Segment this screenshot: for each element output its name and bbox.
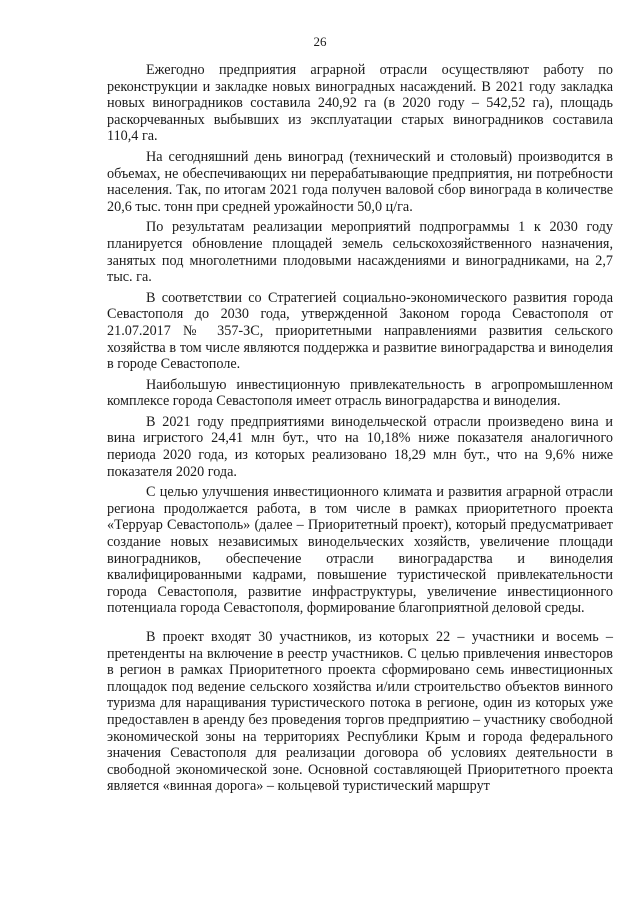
paragraph-wine-production: В 2021 году предприятиями винодельческой отрасли произведено вина и вина игристого 24,41 млн бут., что на 10,18% ниже показателя аналогичного периода 2020 года, из которых реализовано 18,29 млн бут., что на 9,6% ниже показателя 2020 года. [107,413,613,480]
page-number: 26 [313,34,327,49]
paragraph-strategy: В соответствии со Стратегией социально-экономического развития города Севастополя до 2030 года, утвержденной Законом города Севастополя от 21.07.2017 № 357-ЗС, приоритетными направлениями развития сельского хозяйства в том числе являются поддержка и развитие виноградарства и виноделия в городе Севастополе. [107,289,613,373]
paragraph-grape-harvest: На сегодняшний день виноград (технический и столовый) производится в объемах, не обеспечивающих ни перерабатывающие предприятия, ни потребности населения. Так, по итогам 2021 года получен валовой сбор винограда в количестве 20,6 тыс. тонн при средней урожайности 50,0 ц/га. [107,148,613,215]
paragraph-project-participants: В проект входят 30 участников, из которых 22 – участники и восемь – претенденты на включение в реестр участников. С целью привлечения инвесторов в регион в рамках Приоритетного проекта сформировано семь инвестиционных площадок под ведение сельского хозяйства и/или строительство объектов винного туризма для наращивания туристического потока в регионе, один из которых уже предоставлен в аренду без проведения торгов предприятию – участнику свободной экономической зоны на территориях Республики Крым и города федерального значения Севастополя для реализации договора об условиях деятельности в свободной экономической зоне. Основной составляющей Приоритетного проекта является «винная дорога» – кольцевой туристический маршрут [107,629,613,795]
paragraph-investment-attractiveness: Наибольшую инвестиционную привлекательность в агропромышленном комплексе города Севастополя имеет отрасль виноградарства и виноделия. [107,376,613,410]
paragraph-subprogram-results: По результатам реализации мероприятий подпрограммы 1 к 2030 году планируется обновление площадей земель сельскохозяйственного назначения, занятых под многолетними плодовыми насаждениями и виноградниками, на 2,7 тыс. га. [107,219,613,286]
document-body [107,62,613,795]
paragraph-priority-project: С целью улучшения инвестиционного климата и развития аграрной отрасли региона продолжается работа, в том числе в рамках приоритетного проекта «Терруар Севастополь» (далее – Приоритетный проект), который предусматривает создание новых независимых винодельческих хозяйств, увеличение площади виноградников, обеспечение отрасли виноградарства и виноделия квалифицированными кадрами, повышение туристической привлекательности города Севастополя, развитие инфраструктуры, увеличение инвестиционного потенциала города Севастополя, формирование благоприятной деловой среды. [107,484,613,617]
paragraph-vineyard-planting: Ежегодно предприятия аграрной отрасли осуществляют работу по реконструкции и закладке новых виноградных насаждений. В 2021 году закладка новых виноградников составила 240,92 га (в 2020 году – 542,52 га), площадь раскорчеванных выбывших из эксплуатации старых виноградников составила 110,4 га. [107,62,613,145]
